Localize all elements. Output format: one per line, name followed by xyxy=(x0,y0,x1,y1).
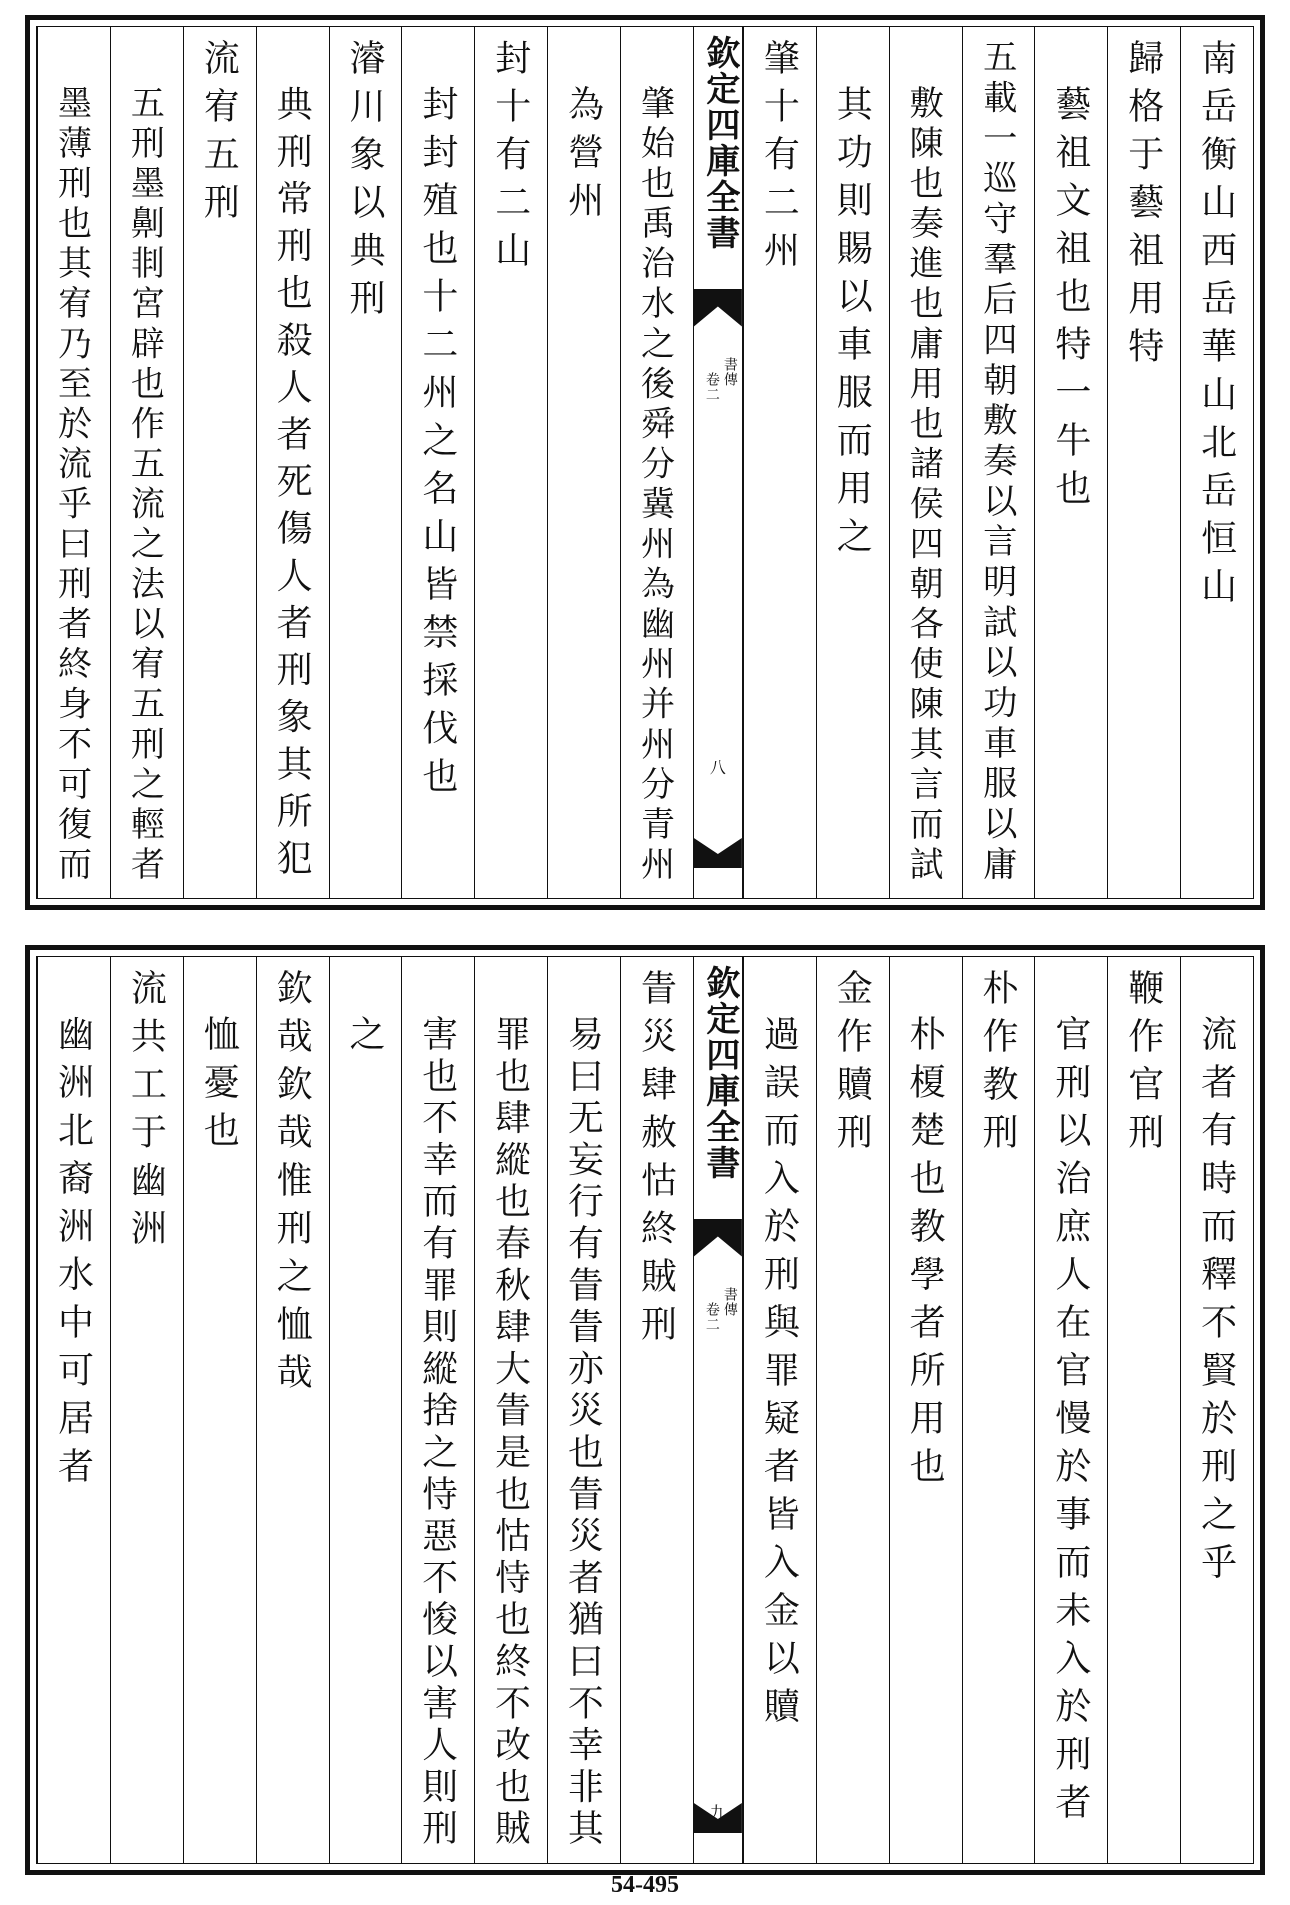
text-column xyxy=(474,957,547,1863)
spine-volume: 卷二 xyxy=(703,372,720,402)
commentary-text: 官刑以治庶人在官慢於事而未入於刑者 xyxy=(1049,1015,1091,1831)
text-column xyxy=(183,27,256,898)
text-column xyxy=(1107,27,1180,898)
commentary-text: 藝祖文祖也特一牛也 xyxy=(1049,85,1091,517)
main-text: 流共工于幽洲 xyxy=(125,969,167,1257)
commentary-text: 過誤而入於刑與罪疑者皆入金以贖 xyxy=(758,1015,800,1735)
text-column xyxy=(547,27,620,898)
commentary-text: 為營州 xyxy=(562,85,604,229)
spine-book-name: 書傳 xyxy=(721,1287,738,1317)
main-text: 金作贖刑 xyxy=(831,969,873,1161)
text-column xyxy=(743,27,816,898)
commentary-text: 易曰无妄行有眚眚亦災也眚災者猶曰不幸非其 xyxy=(562,1015,604,1851)
text-column xyxy=(401,27,474,898)
spine-volume: 卷二 xyxy=(703,1302,720,1332)
text-column xyxy=(474,27,547,898)
main-text: 五載一巡守羣后四朝敷奏以言明試以功車服以庸 xyxy=(976,39,1017,886)
page-number: 54-495 xyxy=(611,1872,679,1898)
text-column xyxy=(1107,957,1180,1863)
text-column xyxy=(1034,957,1107,1863)
spine-title: 欽定四庫全書 xyxy=(699,35,740,251)
text-column xyxy=(329,27,402,898)
text-column xyxy=(547,957,620,1863)
text-column xyxy=(183,957,256,1863)
main-text: 流宥五刑 xyxy=(198,39,240,231)
lower-fish-tail-mark-icon xyxy=(694,828,742,868)
text-column xyxy=(37,957,110,1863)
main-text: 南岳衡山西岳華山北岳恒山 xyxy=(1195,39,1237,615)
main-text: 封十有二山 xyxy=(489,39,531,279)
commentary-text: 肇始也禹治水之後舜分冀州為幽州并州分青州 xyxy=(634,85,675,886)
fish-tail-mark-icon xyxy=(694,289,742,339)
text-column xyxy=(889,27,962,898)
commentary-text: 朴榎楚也教學者所用也 xyxy=(904,1015,946,1495)
commentary-text: 封封殖也十二州之名山皆禁採伐也 xyxy=(416,85,458,805)
bottom-page xyxy=(25,945,1265,1875)
page-spine xyxy=(693,957,743,1863)
text-column xyxy=(743,957,816,1863)
main-text: 鞭作官刑 xyxy=(1122,969,1164,1161)
bottom-page-frame xyxy=(36,956,1254,1864)
text-column xyxy=(329,957,402,1863)
commentary-text: 敷陳也奏進也庸用也諸侯四朝各使陳其言而試 xyxy=(903,85,944,886)
main-text: 眚災肆赦怙終賊刑 xyxy=(635,969,677,1353)
commentary-text: 害也不幸而有罪則縱捨之恃惡不悛以害人則刑 xyxy=(416,1015,458,1851)
commentary-text: 之 xyxy=(343,1015,385,1063)
main-text: 歸格于藝祖用特 xyxy=(1122,39,1164,375)
text-column xyxy=(620,27,693,898)
commentary-text: 幽洲北裔洲水中可居者 xyxy=(52,1015,94,1495)
main-text: 肇十有二州 xyxy=(758,39,800,279)
commentary-text: 墨薄刑也其宥乃至於流乎曰刑者終身不可復而 xyxy=(51,85,92,886)
commentary-text: 罪也肆縱也春秋肆大眚是也怙恃也終不改也賊 xyxy=(489,1015,531,1851)
folio-number: 八 xyxy=(709,758,726,777)
main-text: 朴作教刑 xyxy=(976,969,1018,1161)
fish-tail-mark-icon xyxy=(694,1219,742,1269)
top-page-frame xyxy=(36,26,1254,899)
text-column xyxy=(256,27,329,898)
text-column xyxy=(401,957,474,1863)
text-column xyxy=(816,27,889,898)
spine-book-name: 書傳 xyxy=(721,357,738,387)
top-page xyxy=(25,15,1265,910)
main-text: 欽哉欽哉惟刑之恤哉 xyxy=(271,969,313,1401)
text-column xyxy=(110,27,183,898)
text-column xyxy=(110,957,183,1863)
text-column xyxy=(256,957,329,1863)
commentary-text: 恤憂也 xyxy=(198,1015,240,1159)
text-column xyxy=(37,27,110,898)
text-column xyxy=(889,957,962,1863)
text-column xyxy=(1034,27,1107,898)
text-column xyxy=(962,27,1035,898)
spine-title: 欽定四庫全書 xyxy=(699,965,740,1181)
commentary-text: 典刑常刑也殺人者死傷人者刑象其所犯 xyxy=(271,85,313,886)
text-column xyxy=(1180,27,1253,898)
main-text: 濬川象以典刑 xyxy=(343,39,385,327)
text-column xyxy=(962,957,1035,1863)
commentary-text: 其功則賜以車服而用之 xyxy=(831,85,873,565)
text-column xyxy=(1180,957,1253,1863)
page-spine xyxy=(693,27,743,898)
commentary-text: 流者有時而釋不賢於刑之乎 xyxy=(1195,1015,1237,1591)
commentary-text: 五刑墨劓剕宮辟也作五流之法以宥五刑之輕者 xyxy=(124,85,165,886)
text-column xyxy=(620,957,693,1863)
folio-number: 九 xyxy=(709,1803,726,1822)
text-column xyxy=(816,957,889,1863)
